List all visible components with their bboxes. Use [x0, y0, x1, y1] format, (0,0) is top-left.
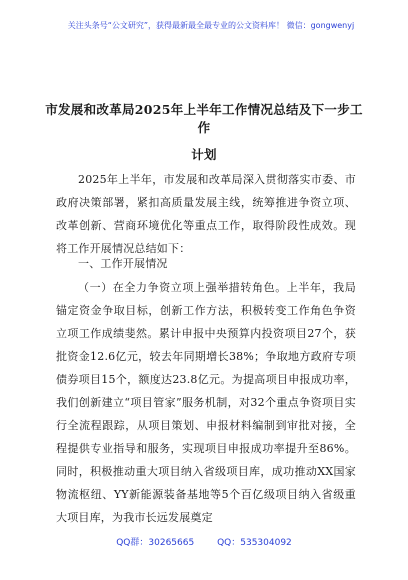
footer-qq-group: QQ群：30265665 [116, 538, 195, 548]
document-title-line2: 计划 [191, 147, 217, 162]
document-title-line1: 市发展和改革局2025年上半年工作情况总结及下一步工作 [45, 102, 363, 135]
body-paragraph: （一）在全力争资立项上强举措转角色。上半年，我局锚定资金争取目标，创新工作方法，积极转变工作角色争资立项工作成绩斐然。累计申报中央预算内投资项目27个，获批资金12.6亿元，较去年同期增长38%；争取地方政府专项债券项目15个，额度达23.8亿元。为提高项目申报成功率，我们创新建立“项目管家”服务机制，对32个重点争资项目实行全流程跟踪，从项目策划、申报材料编制到审批对接，全程提供专业指导和服务，实现项目申报成功率提升至86%。同时，积极推动重大项目纳入省级项目库，成功推动XX国家物流枢纽、YY新能源装备基地等5个百亿级项目纳入省级重大项目库，为我市长远发展奠定 [56, 281, 356, 524]
section-heading: 一、工作开展情况 [78, 257, 168, 270]
footer-qq: QQ：535304092 [217, 538, 292, 548]
intro-paragraph: 2025年上半年，市发展和改革局深入贯彻落实市委、市政府决策部署，紧扣高质量发展主线，统筹推进争资立项、改革创新、营商环境优化等重点工作，取得阶段性成效。现将工作开展情况总结如下： [56, 173, 356, 255]
page-footer [0, 535, 408, 548]
page-header-banner: 关注头条号“公文研究”，获得最新最全最专业的公文资料库！ 微信：gongwenyj [67, 21, 355, 30]
